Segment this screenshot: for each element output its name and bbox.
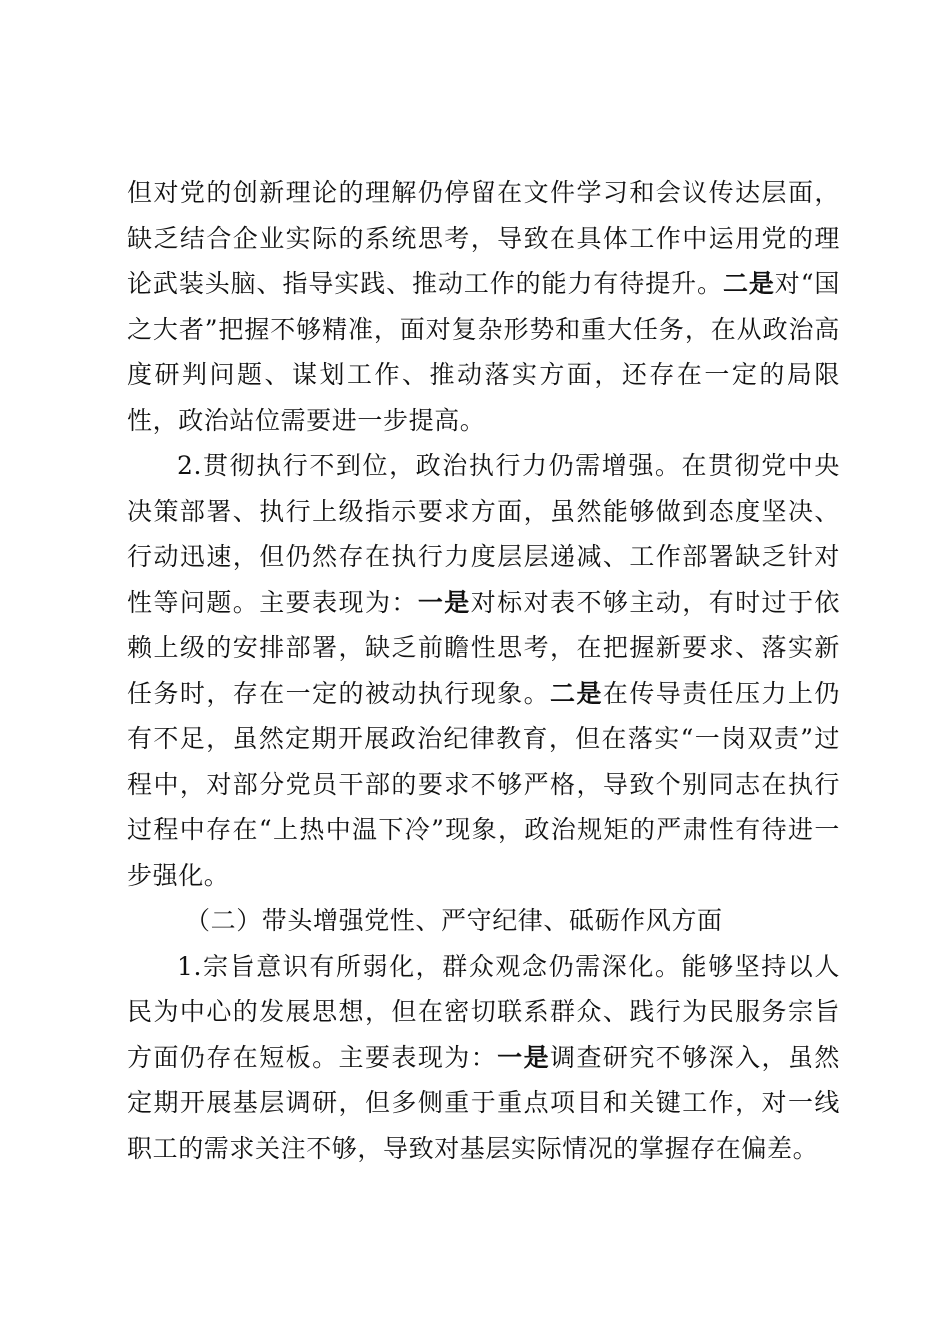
- document-body: [127, 170, 840, 1171]
- paragraph-text: 调查研究不够深入，虽然定期开展基层调研，但多侧重于重点项目和关键工作，对一线职工的需求关注不够，导致对基层实际情况的掌握存在偏差。: [127, 1042, 841, 1163]
- emphasis-yiShi: 一是: [417, 587, 471, 617]
- paragraph-text: 但对党的创新理论的理解仍停留在文件学习和会议传达层面，缺乏结合企业实际的系统思考，导致在具体工作中运用党的理论武装头脑、指导实践、推动工作的能力有待提升。: [127, 178, 840, 298]
- paragraph-text: 2.贯彻执行不到位，政治执行力仍需增强。在贯彻党中央决策部署、执行上级指示要求方面，虽然能够做到态度坚决、行动迅速，但仍然存在执行力度层层递减、工作部署缺乏针对性等问题。主要表现为：: [127, 451, 840, 617]
- paragraph-purpose: [127, 944, 840, 1172]
- paragraph-text: 对“国之大者”把握不够精准，面对复杂形势和重大任务，在从政治高度研判问题、谋划工作、推动落实方面，还存在一定的局限性，政治站位需要进一步提高。: [127, 269, 840, 435]
- paragraph-text: 在传导责任压力上仍有不足，虽然定期开展政治纪律教育，但在落实“一岗双责”过程中，对部分党员干部的要求不够严格，导致个别同志在执行过程中存在“上热中温下冷”现象，政治规矩的严肃性有待进一步强化。: [127, 678, 841, 890]
- emphasis-yiShi: 一是: [497, 1042, 551, 1072]
- paragraph-text: 1.宗旨意识有所弱化，群众观念仍需深化。能够坚持以人民为中心的发展思想，但在密切联系群众、践行为民服务宗旨方面仍存在短板。主要表现为：: [127, 951, 840, 1072]
- section-heading: （二）带头增强党性、严守纪律、砥砺作风方面: [185, 906, 723, 935]
- paragraph-continuation: [127, 170, 840, 443]
- emphasis-erShi: 二是: [722, 269, 775, 298]
- emphasis-erShi: 二是: [550, 678, 603, 708]
- paragraph-execution: [127, 443, 840, 898]
- paragraph-text: 对标对表不够主动，有时过于依赖上级的安排部署，缺乏前瞻性思考，在把握新要求、落实新任务时，存在一定的被动执行现象。: [127, 587, 841, 708]
